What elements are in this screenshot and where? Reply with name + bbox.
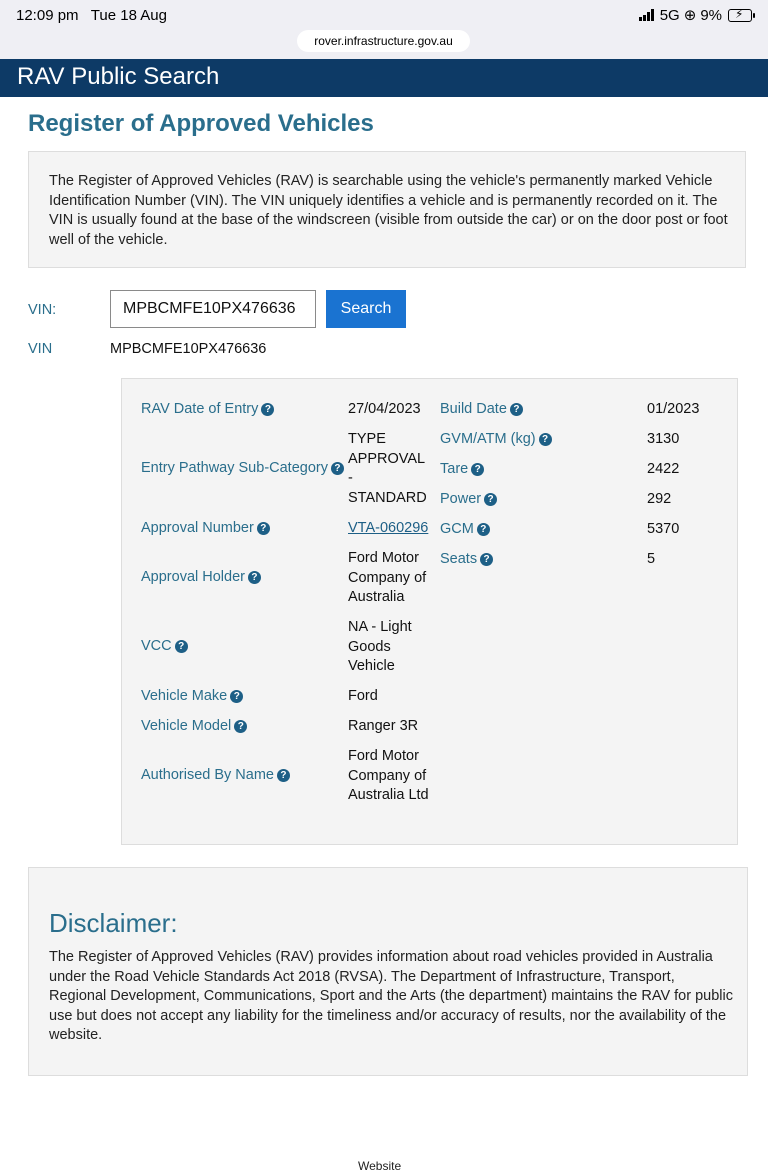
field-value-rav-date: 27/04/2023	[348, 401, 421, 417]
field-label-vehicle-make: Vehicle Make ?	[141, 687, 243, 707]
battery-label: 9%	[700, 6, 722, 24]
help-circle-icon[interactable]: ?	[175, 640, 188, 653]
site-header	[0, 59, 768, 97]
help-circle-icon[interactable]: ?	[484, 493, 497, 506]
intro-panel	[28, 151, 746, 268]
field-label-rav-date: RAV Date of Entry ?	[141, 400, 274, 420]
disclaimer-panel	[28, 867, 748, 1076]
address-bar[interactable]: rover.infrastructure.gov.au	[297, 30, 470, 52]
disclaimer-title: Disclaimer:	[49, 908, 178, 938]
field-value-tare: 2422	[647, 461, 680, 477]
help-circle-icon[interactable]: ?	[230, 690, 243, 703]
field-value-vcc: NA - Light Goods Vehicle	[348, 619, 412, 674]
field-value-vehicle-model: Ranger 3R	[348, 718, 419, 734]
help-circle-icon[interactable]: ?	[471, 463, 484, 476]
field-value-entry-pathway: TYPE APPROVAL - STANDARD	[348, 431, 427, 506]
help-circle-icon[interactable]: ?	[257, 522, 270, 535]
field-label-build-date: Build Date ?	[440, 400, 523, 420]
network-label: 5G	[659, 6, 680, 24]
field-value-gvm-atm: 3130	[647, 431, 680, 447]
field-label-vehicle-model: Vehicle Model ?	[141, 717, 247, 737]
field-label-approval-holder: Approval Holder ?	[141, 568, 261, 588]
help-circle-icon[interactable]: ?	[539, 433, 552, 446]
help-circle-icon[interactable]: ?	[277, 769, 290, 782]
field-value-power: 292	[647, 491, 672, 507]
orientation-lock-icon: ⊕	[683, 7, 697, 24]
field-label-authorised-by: Authorised By Name ?	[141, 766, 290, 786]
result-vin-label: VIN	[28, 341, 53, 357]
field-value-vehicle-make: Ford	[348, 688, 378, 704]
page-title: Register of Approved Vehicles	[28, 110, 374, 137]
search-button[interactable]: Search	[326, 290, 406, 328]
field-label-approval-number: Approval Number ?	[141, 519, 270, 539]
field-label-gcm: GCM ?	[440, 520, 490, 540]
field-value-gcm: 5370	[647, 521, 680, 537]
field-label-power: Power ?	[440, 490, 497, 510]
battery-charging-icon: ⚡	[728, 9, 752, 22]
field-value-authorised-by: Ford Motor Company of Australia Ltd	[348, 748, 429, 803]
status-bar	[0, 0, 768, 59]
field-label-vcc: VCC ?	[141, 637, 188, 657]
status-time: 12:09 pm Tue 18 Aug	[16, 7, 167, 24]
field-label-seats: Seats ?	[440, 550, 493, 570]
footer-website-link[interactable]: Website	[358, 1159, 402, 1173]
field-value-build-date: 01/2023	[647, 401, 700, 417]
result-panel	[121, 378, 738, 845]
signal-icon	[639, 9, 654, 21]
approval-number-link[interactable]: VTA-060296	[348, 520, 429, 536]
help-circle-icon[interactable]: ?	[510, 403, 523, 416]
help-circle-icon[interactable]: ?	[477, 523, 490, 536]
help-circle-icon[interactable]: ?	[480, 553, 493, 566]
vin-search-input[interactable]	[110, 290, 316, 328]
status-indicators	[639, 6, 752, 24]
result-vin-value: MPBCMFE10PX476636	[110, 341, 267, 357]
help-circle-icon[interactable]: ?	[331, 462, 344, 475]
intro-text: The Register of Approved Vehicles (RAV) is searchable using the vehicle's permanently marked Vehicle Identification Number (VIN). The VIN uniquely identifies a vehicle and is permanently recorded on it. The VIN is usually found at the base of the windscreen (visible from outside the car) or on the door post or foot well of the vehicle.	[49, 173, 728, 248]
help-circle-icon[interactable]: ?	[234, 720, 247, 733]
site-title[interactable]: RAV Public Search	[17, 63, 220, 90]
field-value-approval-holder: Ford Motor Company of Australia	[348, 550, 427, 605]
help-circle-icon[interactable]: ?	[248, 571, 261, 584]
field-label-gvm-atm: GVM/ATM (kg) ?	[440, 430, 552, 450]
field-value-seats: 5	[647, 551, 656, 567]
vin-search-label: VIN:	[28, 302, 57, 318]
disclaimer-text: The Register of Approved Vehicles (RAV) provides information about road vehicles provided in Australia under the Road Vehicle Standards Act 2018 (RVSA). The Department of Infrastructure, Transport, Regional Development, Communications, Sport and the Arts (the department) maintains the RAV for public use but does not accept any liability for the timeliness and/or accuracy of results, nor the availability of the website.	[49, 949, 733, 1043]
field-label-entry-pathway: Entry Pathway Sub-Category ?	[141, 459, 344, 479]
field-label-tare: Tare ?	[440, 460, 484, 480]
help-circle-icon[interactable]: ?	[261, 403, 274, 416]
